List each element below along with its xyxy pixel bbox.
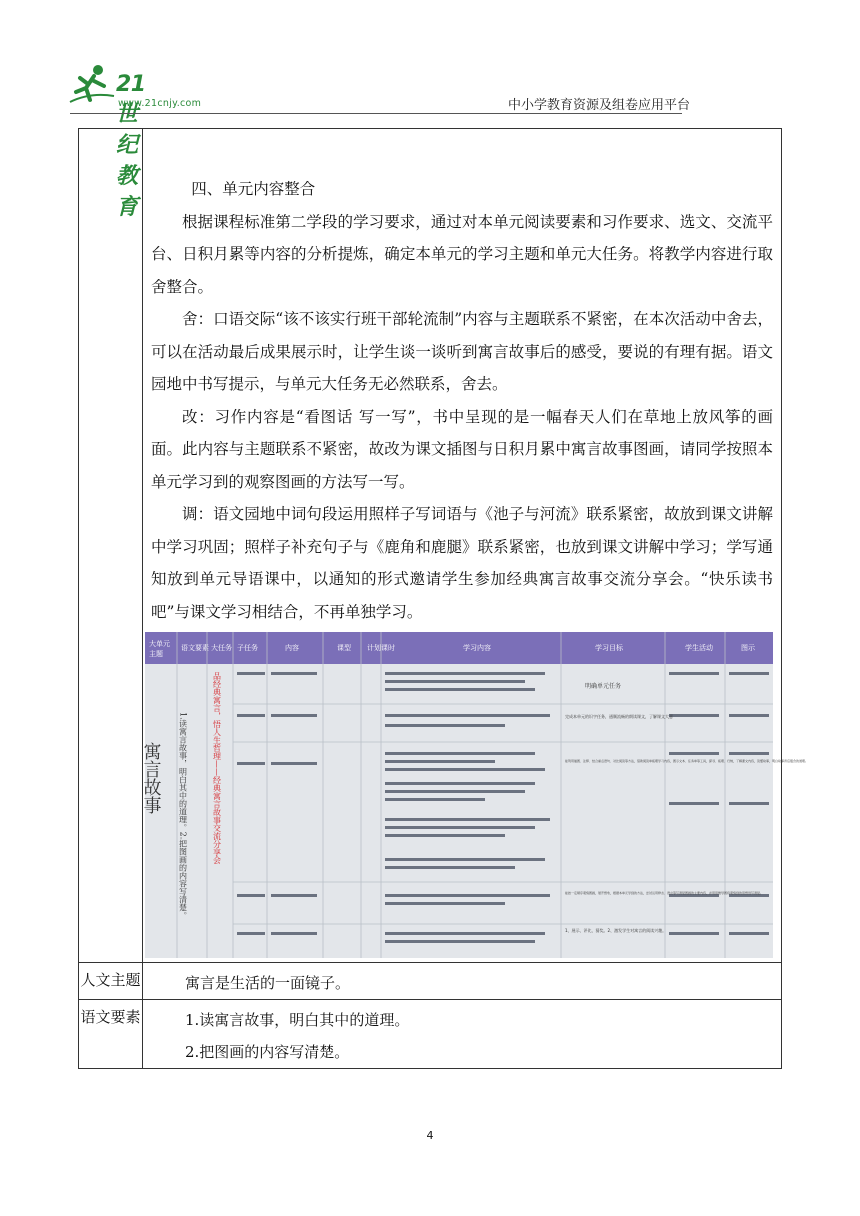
platform-name: 中小学教育资源及组卷应用平台 (507, 98, 690, 113)
photo-goal-4: 能按一定顺序观察图画，展开想象，根据本单元学到的方法，尝试运用修态、语言等写清楚图画的主要内容，并用思维导图将观察到的思想创写清楚。 (565, 891, 764, 895)
photo-goal-3: 能利用插图、注释、结合重点语句、对比阅读等方法，借助阅读单梳理学习内容，图示文本、任务单等工具，探寻、梳理、归纳，了解课文内容，读懂故事，明白故事背后蕴含的道理。 (565, 759, 809, 763)
header-divider (70, 113, 682, 114)
unit-plan-table (78, 128, 809, 1069)
photo-goal-1: 明确单元任务 (585, 683, 622, 690)
svg-text:学习目标: 学习目标 (595, 644, 623, 652)
page-number: 4 (426, 1129, 434, 1142)
photo-goals-text: 1.读寓言故事，明白其中的道理。2.把图画的内容写清楚。 (178, 712, 188, 920)
unit-plan-photo (140, 632, 809, 958)
elements-value (143, 1000, 782, 1069)
theme-row (79, 963, 782, 1000)
photo-goal-5: 1、展示、评比，猜奖。2、激发学生对寓言的阅读兴趣。 (565, 928, 667, 933)
section-heading: 四、单元内容整合 (191, 180, 316, 198)
theme-label: 人文主题 (79, 963, 143, 1000)
logo-url: www.21cnjy.com (118, 98, 202, 109)
svg-text:大任务: 大任务 (211, 644, 232, 652)
logo-text: 21世纪教育 (116, 72, 146, 220)
paragraph-intro: 根据课程标准第二学段的学习要求，通过对本单元阅读要素和习作要求、选文、交流平台、日积月累等内容的分析提炼，确定本单元的学习主题和单元大任务。将教学内容进行取舍整合。 (151, 212, 773, 296)
paragraph-change: 改：习作内容是“看图话 写一写”，书中呈现的是一幅春天人们在草地上放风筝的画面。此内容与主题联系不紧密，故改为课文插图与日积月累中寓言故事图画，请同学按照本单元学习到的观察图画的方法写一写。 (151, 407, 773, 491)
svg-text:图示: 图示 (741, 644, 755, 652)
svg-text:主题: 主题 (149, 650, 163, 658)
photo-goal-2: 完成本单元的识字任务，通顺流畅的朗读课文，了解课文大意 (565, 714, 673, 719)
empty-left-cell (79, 129, 143, 963)
paragraph-omit: 舍：口语交际“该不该实行班干部轮流制”内容与主题联系不紧密，在本次活动中舍去，可以在活动最后成果展示时，让学生谈一谈听到寓言故事后的感受，要说的有理有据。语文园地中书写提示，与单元大任务无必然联系，舍去。 (151, 310, 773, 393)
svg-text:课型: 课型 (337, 644, 351, 652)
paragraph-adjust: 调：语文园地中词句段运用照样子写词语与《池子与河流》联系紧密，故放到课文讲解中学习巩固；照样子补充句子与《鹿角和鹿腿》联系紧密，也放到课文讲解中学习；学写通知放到单元导语课中，以通知的形式邀请学生参加经典寓言故事交流分享会。“快乐读书吧”与课文学习相结合，不再单独学习。 (151, 505, 773, 621)
content-row (79, 129, 782, 963)
svg-text:内容: 内容 (285, 644, 299, 652)
svg-text:学生活动: 学生活动 (685, 644, 713, 652)
photo-task-text: 品经典寓言，悟人生哲理——经典寓言故事交流分享会 (212, 672, 222, 864)
theme-value (143, 963, 782, 1000)
site-logo (70, 62, 202, 220)
svg-text:语文要素: 语文要素 (181, 644, 209, 652)
theme-value-text: 寓言是生活的一面镜子。 (185, 974, 351, 992)
elements-row (79, 1000, 782, 1069)
integration-content-cell (140, 129, 809, 963)
elements-label: 语文要素 (79, 1000, 143, 1069)
element-item-1: 1.读寓言故事，明白其中的道理。 (185, 1011, 410, 1029)
svg-text:子任务: 子任务 (237, 644, 258, 652)
svg-text:大单元: 大单元 (149, 640, 170, 648)
svg-text:学习内容: 学习内容 (463, 644, 491, 652)
svg-text:计划课时: 计划课时 (367, 644, 395, 652)
runner-logo-icon (70, 62, 116, 106)
photo-theme-text: 寓言故事 (140, 742, 162, 814)
element-item-2: 2.把图画的内容写清楚。 (185, 1043, 350, 1061)
